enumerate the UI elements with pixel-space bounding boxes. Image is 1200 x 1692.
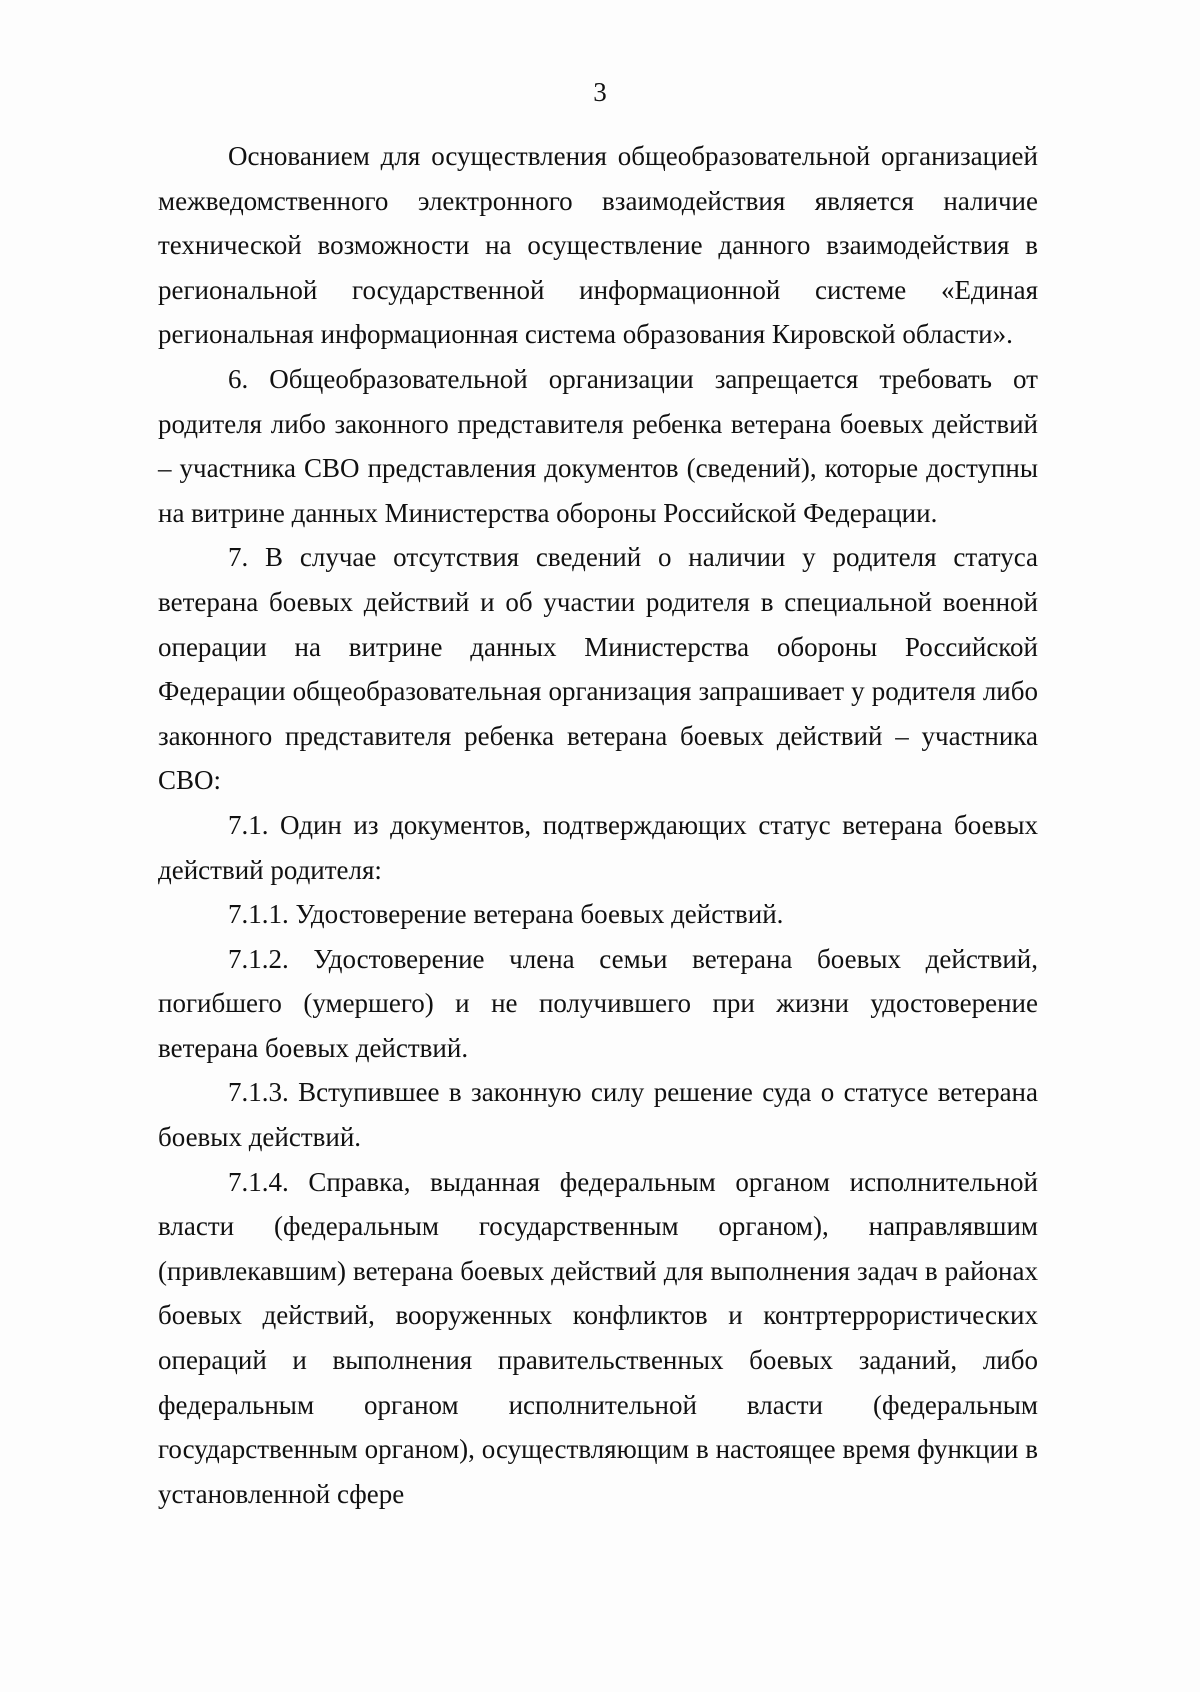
- paragraph-7-1-2: 7.1.2. Удостоверение члена семьи ветерана боевых действий, погибшего (умершего) и не получившего при жизни удостоверение ветерана боевых действий.: [158, 943, 1038, 1063]
- page-number: 3: [593, 77, 607, 107]
- paragraph-7-1-1: 7.1.1. Удостоверение ветерана боевых действий.: [228, 899, 784, 930]
- paragraph-7-1: 7.1. Один из документов, подтверждающих статус ветерана боевых действий родителя:: [158, 809, 1038, 885]
- paragraph-7: 7. В случае отсутствия сведений о наличии у родителя статуса ветерана боевых действий и об участии родителя в специальной военной операции на витрине данных Министерства обороны Российской Федерации общеобразовательная организация запрашивает у родителя либо законного представителя ребенка ветерана боевых действий – участника СВО:: [158, 542, 1038, 796]
- paragraph-7-1-4: 7.1.4. Справка, выданная федеральным органом исполнительной власти (федеральным государственным органом), направлявшим (привлекавшим) ветерана боевых действий для выполнения задач в районах боевых действий, вооруженных конфликтов и контртеррористических операций и выполнения правительственных боевых заданий, либо федеральным органом исполнительной власти (федеральным государственным органом), осуществляющим в настоящее время функции в установленной сфере: [158, 1166, 1038, 1509]
- paragraph-7-1-3: 7.1.3. Вступившее в законную силу решение суда о статусе ветерана боевых действий.: [158, 1077, 1038, 1153]
- document-body: [158, 134, 1038, 1516]
- paragraph-basis: Основанием для осуществления общеобразовательной организацией межведомственного электронного взаимодействия является наличие технической возможности на осуществление данного взаимодействия в региональной государственной информационной системе «Единая региональная информационная система образования Кировской области».: [158, 141, 1038, 350]
- paragraph-6: 6. Общеобразовательной организации запрещается требовать от родителя либо законного представителя ребенка ветерана боевых действий – участника СВО представления документов (сведений), которые доступны на витрине данных Министерства обороны Российской Федерации.: [158, 363, 1038, 528]
